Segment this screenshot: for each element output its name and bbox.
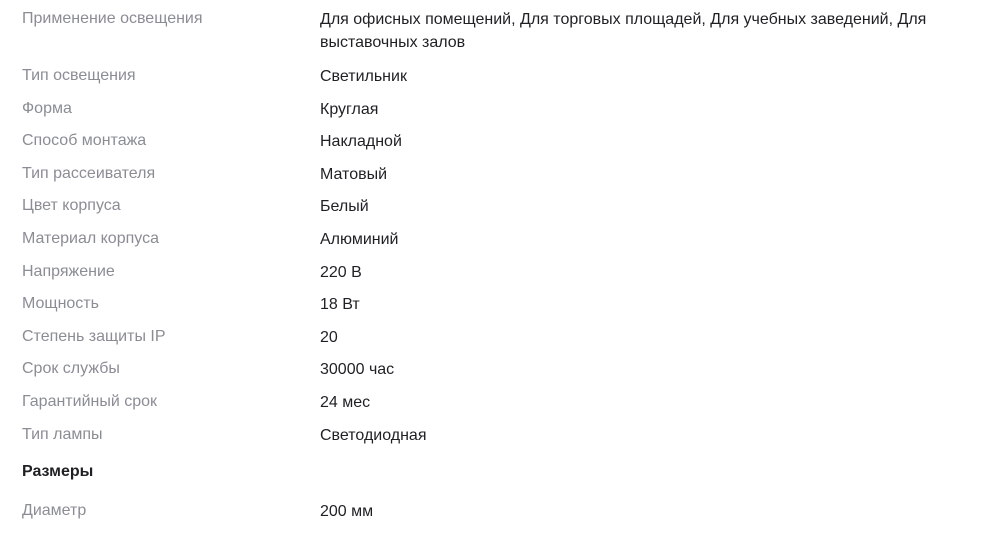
spec-value: 20	[320, 328, 338, 346]
spec-row-service-life	[22, 358, 982, 391]
spec-value: Светодиодная	[320, 426, 427, 444]
spec-label: Тип лампы	[22, 425, 103, 443]
spec-value: 220 В	[320, 263, 362, 281]
spec-row-lighting-application	[22, 8, 982, 65]
spec-value: Алюминий	[320, 230, 399, 248]
spec-label: Тип освещения	[22, 67, 136, 84]
spec-value: Накладной	[320, 133, 402, 151]
spec-row-diameter	[22, 500, 982, 533]
spec-label: Форма	[22, 99, 72, 117]
spec-label: Диаметр	[22, 502, 87, 519]
spec-label: Способ монтажа	[22, 132, 147, 150]
spec-row-voltage	[22, 261, 982, 294]
spec-row-body-material	[22, 228, 982, 261]
spec-value: Светильник	[320, 68, 407, 85]
spec-label: Гарантийный срок	[22, 392, 158, 410]
spec-value: Матовый	[320, 165, 388, 183]
spec-row-lamp-type	[22, 424, 982, 457]
spec-row-ip-rating	[22, 326, 982, 359]
spec-row-lighting-type	[22, 65, 982, 98]
spec-value: Белый	[320, 198, 369, 216]
spec-value: 30000 час	[320, 361, 395, 379]
spec-label: Мощность	[22, 295, 99, 313]
spec-label: Напряжение	[22, 262, 115, 280]
spec-value: Для офисных помещений, Для торговых площадей, Для учебных заведений, Для выставочных залов	[320, 11, 927, 51]
spec-label: Тип рассеивателя	[22, 164, 156, 182]
spec-row-mounting	[22, 130, 982, 163]
spec-value: 24 мес	[320, 393, 371, 411]
spec-label: Цвет корпуса	[22, 197, 121, 215]
spec-value: 18 Вт	[320, 296, 360, 314]
spec-row-power	[22, 293, 982, 326]
spec-label: Материал корпуса	[22, 229, 159, 247]
spec-label: Применение освещения	[22, 10, 203, 27]
spec-value: Круглая	[320, 100, 379, 118]
dimensions-section-title: Размеры	[22, 463, 94, 480]
spec-row-warranty	[22, 391, 982, 424]
spec-label: Степень защиты IP	[22, 327, 166, 345]
specs-list	[22, 8, 982, 456]
spec-value: 200 мм	[320, 503, 374, 520]
spec-row-body-color	[22, 195, 982, 228]
spec-row-shape	[22, 98, 982, 131]
spec-row-diffuser	[22, 163, 982, 196]
spec-label: Срок службы	[22, 360, 120, 378]
dimensions-list	[22, 500, 982, 533]
